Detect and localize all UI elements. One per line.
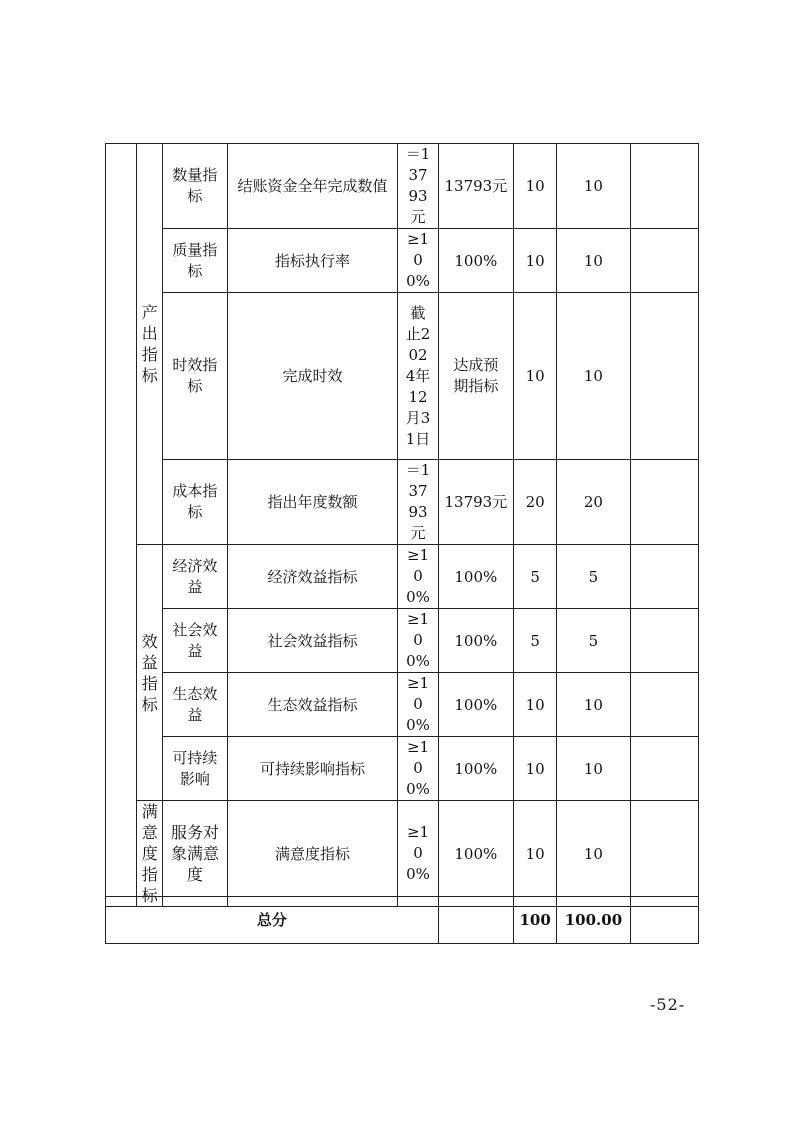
note-value <box>630 609 698 673</box>
indicator-name: 指出年度数额 <box>227 460 398 545</box>
note-value <box>630 673 698 737</box>
target-value: 100% <box>438 609 513 673</box>
operator-value: ≥100% <box>406 674 430 734</box>
target-value: 100% <box>438 545 513 609</box>
weight-value: 10 <box>514 737 557 801</box>
total-weight: 100 <box>514 897 557 944</box>
performance-indicator-table <box>105 143 699 907</box>
level2-cell <box>163 229 227 293</box>
score-value: 20 <box>557 460 630 545</box>
weight-value: 5 <box>514 545 557 609</box>
level2-cell <box>163 673 227 737</box>
level2-cell <box>163 545 227 609</box>
note-value <box>630 460 698 545</box>
group-cell-output <box>137 144 163 545</box>
weight-value: 10 <box>514 293 557 460</box>
target-value: 100% <box>438 801 513 907</box>
operator-value: ≥100% <box>406 610 430 670</box>
operator-cell <box>398 229 438 293</box>
indicator-name: 经济效益指标 <box>227 545 398 609</box>
note-value <box>630 801 698 907</box>
operator-value: ≥100% <box>406 738 430 798</box>
target-value: 达成预期指标 <box>453 356 499 395</box>
table-row <box>106 609 699 673</box>
operator-cell <box>398 609 438 673</box>
target-cell <box>438 293 513 460</box>
indicator-name: 社会效益指标 <box>227 609 398 673</box>
indicator-name: 指标执行率 <box>227 229 398 293</box>
target-value: 100% <box>438 229 513 293</box>
note-value <box>630 293 698 460</box>
group-cell-satisfaction <box>137 801 163 907</box>
level2-label: 时效指标 <box>172 356 218 395</box>
table-row <box>106 460 699 545</box>
indicator-name: 生态效益指标 <box>227 673 398 737</box>
operator-cell <box>398 460 438 545</box>
level2-label: 可持续影响 <box>172 748 218 788</box>
operator-value: 截止2024年12月31日 <box>405 303 431 448</box>
weight-value: 5 <box>514 609 557 673</box>
table-row <box>106 545 699 609</box>
score-value: 10 <box>557 229 630 293</box>
table-row <box>106 229 699 293</box>
level2-cell <box>163 737 227 801</box>
operator-cell <box>398 293 438 460</box>
operator-cell <box>398 144 438 229</box>
total-row <box>106 897 699 944</box>
operator-cell <box>398 545 438 609</box>
indicator-name: 可持续影响指标 <box>227 737 398 801</box>
weight-value: 20 <box>514 460 557 545</box>
level2-label: 社会效益 <box>172 620 218 660</box>
note-value <box>630 737 698 801</box>
group-label: 满意度指标 <box>141 802 158 905</box>
table-row <box>106 144 699 229</box>
target-value: 13793元 <box>438 460 513 545</box>
indicator-name: 完成时效 <box>227 293 398 460</box>
group-cell-benefit <box>137 545 163 801</box>
target-value: 13793元 <box>438 144 513 229</box>
total-label: 总分 <box>106 897 439 944</box>
indicator-name: 满意度指标 <box>227 801 398 907</box>
operator-cell <box>398 801 438 907</box>
weight-value: 10 <box>514 144 557 229</box>
level2-label: 生态效益 <box>172 684 218 724</box>
score-value: 5 <box>557 609 630 673</box>
score-value: 5 <box>557 545 630 609</box>
score-value: 10 <box>557 144 630 229</box>
operator-value: ≥100% <box>406 230 430 290</box>
page-number: -52- <box>650 995 686 1014</box>
group-label: 效益指标 <box>141 631 158 714</box>
operator-cell <box>398 737 438 801</box>
note-value <box>630 545 698 609</box>
note-value <box>630 229 698 293</box>
level2-cell <box>163 144 227 229</box>
table-row <box>106 673 699 737</box>
score-value: 10 <box>557 673 630 737</box>
target-value: 100% <box>438 673 513 737</box>
level2-cell <box>163 801 227 907</box>
score-value: 10 <box>557 293 630 460</box>
total-table <box>105 896 699 944</box>
level2-cell <box>163 460 227 545</box>
level2-cell <box>163 609 227 673</box>
level2-label: 经济效益 <box>172 556 218 596</box>
total-note <box>630 897 698 944</box>
operator-value: ≥100% <box>406 546 430 606</box>
table-row <box>106 293 699 460</box>
score-value: 10 <box>557 801 630 907</box>
operator-value: ＝13793元 <box>405 461 431 542</box>
table-row <box>106 801 699 907</box>
target-value: 100% <box>438 737 513 801</box>
weight-value: 10 <box>514 673 557 737</box>
level2-label: 数量指标 <box>172 166 218 205</box>
table-row <box>106 737 699 801</box>
weight-value: 10 <box>514 229 557 293</box>
operator-cell <box>398 673 438 737</box>
level2-label: 服务对象满意度 <box>170 823 219 884</box>
operator-value: ＝13793元 <box>405 145 431 226</box>
level1-blank-cell <box>106 144 137 907</box>
total-target <box>438 897 513 944</box>
score-value: 10 <box>557 737 630 801</box>
total-score: 100.00 <box>557 897 630 944</box>
level2-label: 成本指标 <box>172 482 218 521</box>
level2-cell <box>163 293 227 460</box>
operator-value: ≥100% <box>406 823 430 883</box>
indicator-name: 结账资金全年完成数值 <box>227 144 398 229</box>
note-value <box>630 144 698 229</box>
group-label: 产出指标 <box>141 303 158 385</box>
level2-label: 质量指标 <box>172 240 218 280</box>
weight-value: 10 <box>514 801 557 907</box>
